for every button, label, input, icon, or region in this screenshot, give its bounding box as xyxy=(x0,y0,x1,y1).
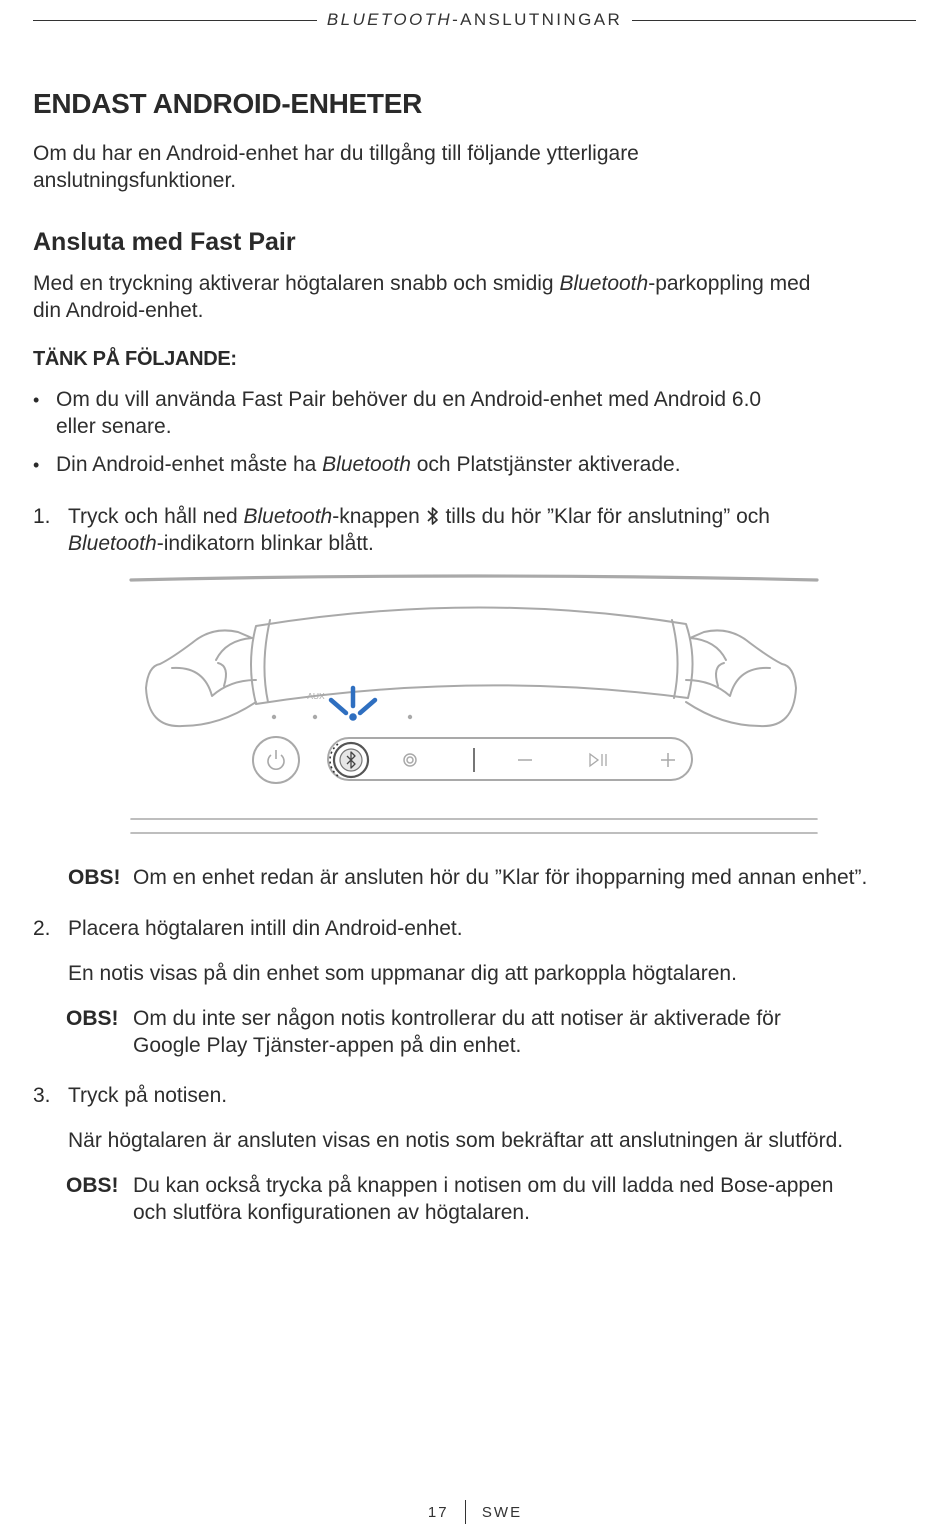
aux-label: AUX xyxy=(307,691,325,701)
power-icon xyxy=(268,750,284,769)
volume-up-icon xyxy=(661,753,675,767)
header-rule-left xyxy=(33,20,317,21)
footer-separator xyxy=(465,1500,466,1524)
step-number: 3. xyxy=(33,1084,51,1107)
carry-strap xyxy=(251,607,693,704)
control-bar xyxy=(328,738,692,780)
action-button-icon xyxy=(404,754,416,766)
left-handle-inner xyxy=(172,668,256,696)
consider-label: TÄNK PÅ FÖLJANDE: xyxy=(33,348,237,370)
step-number: 2. xyxy=(33,917,51,940)
page-number: 17 xyxy=(427,1503,449,1521)
bullet-marker: • xyxy=(33,390,40,410)
note-label: OBS! xyxy=(66,1007,119,1030)
section-heading: ENDAST ANDROID-ENHETER xyxy=(33,88,423,119)
step-subtext: En notis visas på din enhet som uppmanar dig att parkoppla högtalaren. xyxy=(68,962,737,985)
bullet-item: Din Android-enhet måste ha Bluetooth och Platstjänster aktiverade. xyxy=(56,453,681,476)
bluetooth-icon xyxy=(426,506,440,526)
power-button-outline xyxy=(253,737,299,783)
page-footer xyxy=(0,1500,950,1524)
fast-pair-description: Med en tryckning aktiverar högtalaren snabb och smidig Bluetooth-parkoppling med din Android-enhet. xyxy=(33,272,811,322)
bullet-item: Om du vill använda Fast Pair behöver du en Android-enhet med Android 6.0 eller senare. xyxy=(56,388,762,438)
header-title: BLUETOOTH-ANSLUTNINGAR xyxy=(326,10,623,29)
note-text: Om en enhet redan är ansluten hör du ”Klar för ihopparning med annan enhet”. xyxy=(133,866,868,889)
header-rule-right xyxy=(632,20,916,21)
note-text: Du kan också trycka på knappen i notisen om du vill ladda ned Bose-appen och slutföra konfigurationen av högtalaren. xyxy=(133,1174,834,1224)
right-handle xyxy=(686,630,796,726)
note-label: OBS! xyxy=(66,1174,119,1197)
subsection-heading: Ansluta med Fast Pair xyxy=(33,228,296,256)
bullet-marker: • xyxy=(33,455,40,475)
speaker-base xyxy=(131,819,817,833)
step-number: 1. xyxy=(33,505,51,528)
speaker-top-edge xyxy=(131,576,817,580)
note-label: OBS! xyxy=(68,866,121,889)
step-text: Tryck på notisen. xyxy=(68,1084,228,1107)
note-text: Om du inte ser någon notis kontrollerar du att notiser är aktiverade för Google Play Tjänster-appen på din enhet. xyxy=(133,1007,781,1057)
running-header xyxy=(33,8,916,32)
play-pause-icon xyxy=(590,754,606,766)
left-handle xyxy=(146,630,256,726)
intro-paragraph: Om du har en Android-enhet har du tillgång till följande ytterligare anslutningsfunktioner. xyxy=(33,142,639,192)
language-code: SWE xyxy=(481,1503,523,1521)
step-text: Placera högtalaren intill din Android-enhet. xyxy=(68,917,463,940)
step-text: Tryck och håll ned Bluetooth-knappen tills du hör ”Klar för anslutning” och Bluetooth-indikatorn blinkar blått. xyxy=(68,505,770,555)
speaker-illustration xyxy=(120,568,830,843)
step-subtext: När högtalaren är ansluten visas en notis som bekräftar att anslutningen är slutförd. xyxy=(68,1129,844,1152)
